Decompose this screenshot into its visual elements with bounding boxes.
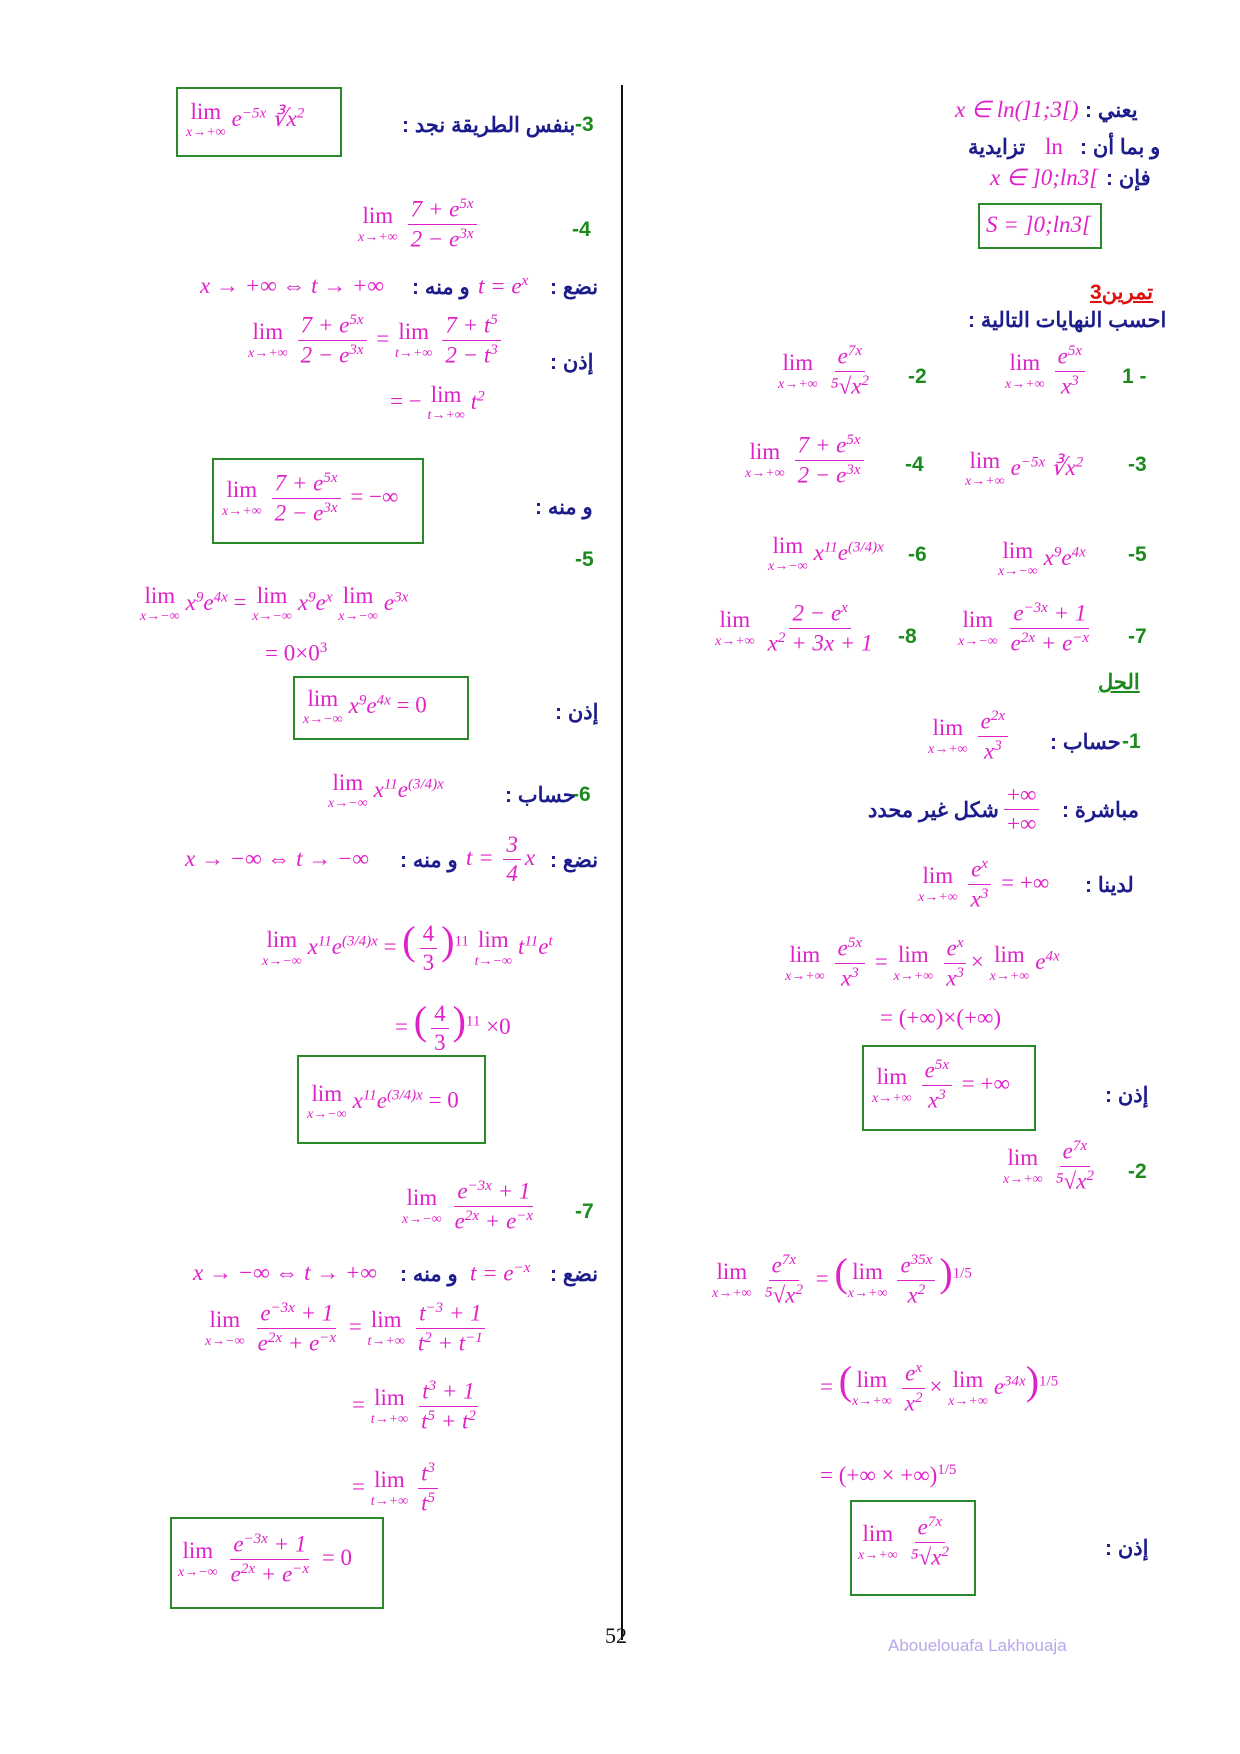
- left-5-result: lim x→−∞ $x^9e^{4x} = 0$: [303, 686, 427, 728]
- yani-math: x ∈ ln(]1;3[): [955, 97, 1079, 122]
- left-6-result-box: [297, 1055, 486, 1144]
- left-item-3-box: [176, 87, 342, 157]
- item-3-num: -3: [1128, 453, 1147, 476]
- left-4-set-expr: $t = e^x$: [478, 273, 529, 299]
- indeterminate-frac: $\frac{+\infty}{+\infty}$: [1000, 782, 1043, 838]
- item-2-num: -2: [908, 365, 927, 388]
- sol-2-step3: = (+∞ × +∞)$^{1/5}$: [820, 1462, 957, 1488]
- left-6-result: lim x→−∞ $x^{11}e^{(3/4)x} = 0$: [307, 1081, 459, 1123]
- left-7-and-label: و منه :: [400, 1263, 458, 1286]
- solution-set: S = ]0;ln3[: [986, 212, 1091, 237]
- left-item-6-num: -6: [572, 783, 591, 806]
- left-item-4-expr: lim x→+∞ $\frac{7 + e^{5x}}{2 - e^{3x}}$: [358, 196, 481, 253]
- item-8-num: -8: [898, 625, 917, 648]
- sol-1-label: حساب :: [1050, 731, 1121, 754]
- left-4-then-label: إذن :: [550, 351, 594, 374]
- then-label: فإن :: [1106, 167, 1151, 190]
- page-number: 52: [605, 1623, 627, 1648]
- sol-1-step1: lim x→+∞ $\frac{e^{5x}}{x^3}$ = lim x→+∞ $\frac{e^x}{x^3}$ × lim x→+∞ $e^{4x}$: [785, 935, 1060, 991]
- item-6-num: -6: [908, 543, 927, 566]
- left-6-step2: = ( $\frac{4}{3}$ )$^{11}$ ×0: [395, 998, 511, 1056]
- item-7-num: -7: [1128, 625, 1147, 648]
- left-item-3-label: بنفس الطريقة نجد :: [402, 114, 576, 137]
- left-7-result-box: [170, 1517, 384, 1609]
- left-6-set-label: نضع :: [550, 849, 599, 872]
- sol-1-then: إذن :: [1105, 1084, 1149, 1107]
- left-4-result-box: [212, 458, 424, 544]
- sol-1-step2: = (+∞)×(+∞): [880, 1005, 1002, 1030]
- sol-1-num: -1: [1122, 730, 1141, 753]
- left-5-step2: = $0\times 0^3$: [265, 640, 328, 666]
- sol-1-result: lim x→+∞ $\frac{e^{5x}}{x^3}$ = +∞: [872, 1057, 1010, 1113]
- exercise-prompt: احسب النهايات التالية :: [968, 309, 1167, 332]
- then-math: x ∈ ]0;ln3[: [990, 165, 1099, 190]
- item-4-num: -4: [905, 453, 924, 476]
- left-7-set-label: نضع :: [550, 1263, 599, 1286]
- left-item-3-result: lim x→+∞ $e^{-5x}$ $∛x^2$: [186, 99, 305, 141]
- left-7-step3: = lim t→+∞ $\frac{t^3}{t^5}$: [352, 1460, 442, 1517]
- sol-2-step2: = ( lim x→+∞ $\frac{e^x}{x^2}$ × lim x→+∞ $e^{34x})^{1/5}$: [820, 1358, 1059, 1416]
- sol-2-then: إذن :: [1105, 1537, 1149, 1560]
- left-6-equiv: x → −∞ ⇔ t → −∞: [185, 846, 369, 871]
- left-7-step1: lim x→−∞ $\frac{e^{-3x} + 1}{e^{2x} + e^{-x}}$ = lim t→+∞ $\frac{t^{-3} + 1}{t^2 + t^{-1}}$: [205, 1300, 483, 1356]
- sol-1-result-box: [862, 1045, 1036, 1131]
- left-5-step1: lim x→−∞ $x^9e^{4x}$ = lim x→−∞ $x^9e^x$ lim x→−∞ $e^{3x}$: [140, 583, 409, 625]
- author-credit: Abouelouafa Lakhouaja: [888, 1636, 1067, 1655]
- since-label: و بما أن :: [1080, 136, 1161, 159]
- indeterminate-label: شكل غير محدد: [868, 799, 999, 822]
- left-7-expr: lim x→−∞ $\frac{e^{-3x} + 1}{e^{2x} + e^{-x}}$: [402, 1178, 534, 1234]
- left-6-step1: lim x→−∞ $x^{11}e^{(3/4)x}$ = ( $\frac{4}{3}$ )$^{11}$ lim t→−∞ $t^{11}e^t$: [262, 918, 553, 976]
- left-4-step1: lim x→+∞ $\frac{7 + e^{5x}}{2 - e^{3x}}$ = lim t→+∞ $\frac{7 + t^5}{2 - t^3}$: [248, 312, 505, 369]
- item-6-expr: lim x→−∞ $x^{11}e^{(3/4)x}$: [768, 533, 884, 575]
- ln-symbol: ln: [1045, 134, 1063, 159]
- known-limit: lim x→+∞ $\frac{e^x}{x^3}$ = +∞: [918, 856, 1050, 912]
- left-5-then-label: إذن :: [555, 701, 599, 724]
- left-4-result: lim x→+∞ $\frac{7 + e^{5x}}{2 - e^{3x}}$ = −∞: [222, 470, 399, 526]
- left-4-equiv: x → +∞ ⇔ t → +∞: [200, 273, 384, 298]
- item-4-expr: lim x→+∞ $\frac{7 + e^{5x}}{2 - e^{3x}}$: [745, 432, 868, 489]
- left-4-step2: = − lim t→+∞ $t^2$: [390, 382, 485, 424]
- sol-2-result: lim x→+∞ $\frac{e^{7x}}{^5√x^2}$: [858, 1514, 949, 1570]
- sol-2-num: -2: [1128, 1160, 1147, 1183]
- left-7-step2: = lim t→+∞ $\frac{t^3 + 1}{t^5 + t^2}$: [352, 1378, 476, 1434]
- left-item-4-num: -4: [572, 218, 591, 241]
- left-5-result-box: [293, 676, 469, 740]
- item-1-num: 1 -: [1122, 365, 1147, 388]
- sol-2-expr: lim x→+∞ $\frac{e^{7x}}{^5√x^2}$: [1003, 1138, 1094, 1194]
- exercise-title: تمرين3: [1090, 281, 1154, 304]
- item-5-expr: lim x→−∞ $x^9e^{4x}$: [998, 538, 1086, 580]
- left-item-7-num: -7: [575, 1200, 594, 1223]
- item-5-num: -5: [1128, 543, 1147, 566]
- increasing-label: تزايدية: [968, 136, 1026, 159]
- item-7-expr: lim x→−∞ $\frac{e^{-3x} + 1}{e^{2x} + e^{-x}}$: [958, 600, 1090, 656]
- item-8-expr: lim x→+∞ $\frac{2 - e^x}{x^2 + 3x + 1}$: [715, 600, 873, 656]
- left-4-set-label: نضع :: [550, 276, 599, 299]
- solution-title: الحل: [1098, 671, 1140, 694]
- left-item-3-num: -3: [575, 113, 594, 136]
- left-7-equiv: x → −∞ ⇔ t → +∞: [193, 1260, 377, 1285]
- we-have-label: لدينا :: [1085, 874, 1134, 897]
- left-item-5-num: -5: [575, 548, 594, 571]
- left-6-label: حساب :: [505, 784, 576, 807]
- sol-2-result-box: [850, 1500, 976, 1596]
- direct-label: مباشرة :: [1062, 799, 1139, 822]
- sol-1-expr: lim x→+∞ $\frac{e^{2x}}{x^3}$: [928, 708, 1012, 765]
- item-2-expr: lim x→+∞ $\frac{e^{7x}}{^5√x^2}$: [778, 343, 869, 399]
- left-6-expr: lim x→−∞ $x^{11}e^{(3/4)x}$: [328, 770, 444, 812]
- item-1-expr: lim x→+∞ $\frac{e^{5x}}{x^3}$: [1005, 343, 1089, 400]
- left-7-set-expr: $t = e^{-x}$: [470, 1260, 531, 1286]
- sol-2-step1: lim x→+∞ $\frac{e^{7x}}{^5√x^2}$ = ( lim x→+∞ $\frac{e^{35x}}{x^2}$ )$^{1/5}$: [712, 1250, 972, 1308]
- column-divider: [621, 85, 623, 1640]
- left-4-result-label: و منه :: [535, 496, 593, 519]
- item-3-expr: lim x→+∞ $e^{-5x}$ $∛x^2$: [965, 448, 1084, 490]
- left-7-result: lim x→−∞ $\frac{e^{-3x} + 1}{e^{2x} + e^{-x}}$ = 0: [178, 1531, 353, 1587]
- yani-label: يعني :: [1085, 99, 1138, 122]
- left-6-set-expr: t = $\frac{3}{4}$ x: [466, 832, 536, 887]
- solution-set-box: [978, 203, 1102, 249]
- left-6-and-label: و منه :: [400, 849, 458, 872]
- left-4-and-label: و منه :: [412, 276, 470, 299]
